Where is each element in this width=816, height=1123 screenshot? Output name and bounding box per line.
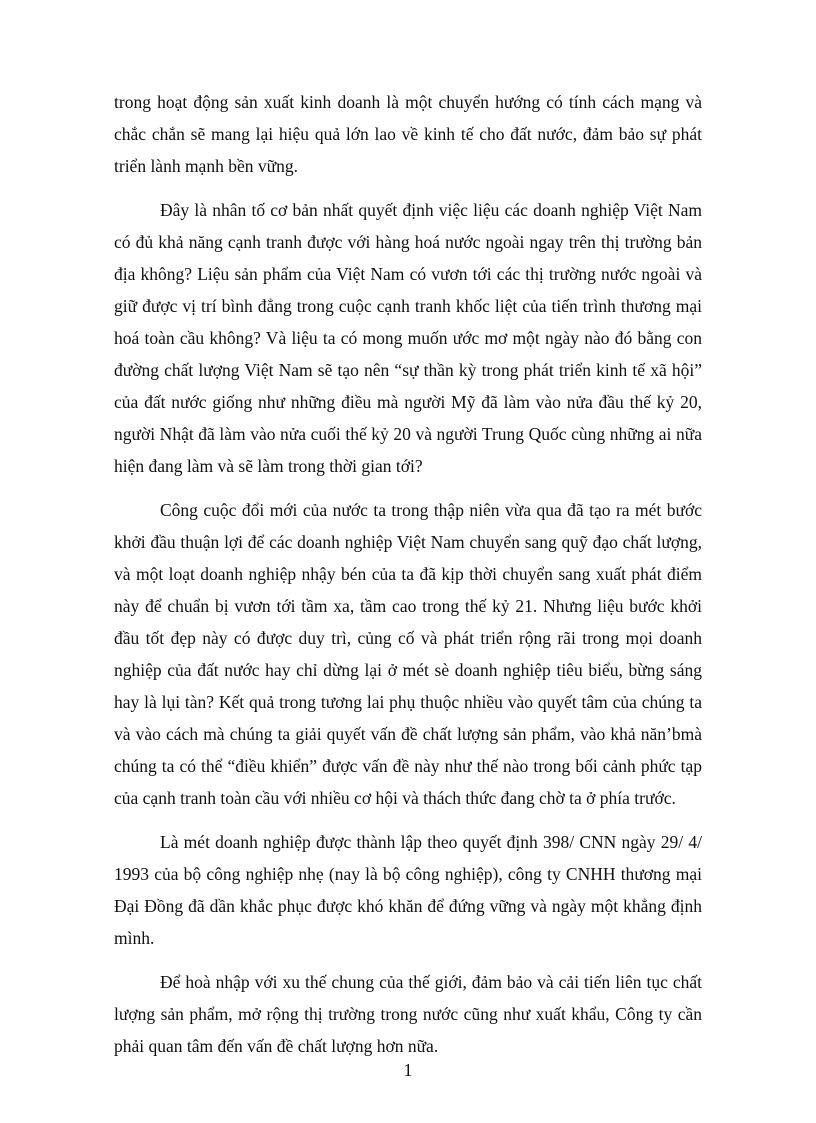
paragraph-1 <box>114 86 702 182</box>
text-line: chúng ta có thể “điều khiển” được vấn đề này như thế nào trong bối cảnh phức tạp <box>114 756 702 776</box>
text-line: địa không? Liệu sản phẩm của Việt Nam có vươn tới các thị trường nước ngoài và <box>114 264 702 284</box>
text-line: 1993 của bộ công nghiệp nhẹ (nay là bộ công nghiệp), công ty CNHH thương mại <box>114 864 702 884</box>
text-line: trong hoạt động sản xuất kinh doanh là một chuyển hướng có tính cách mạng và <box>114 92 702 112</box>
text-line: có đủ khả năng cạnh tranh được với hàng hoá nước ngoài ngay trên thị trường bản <box>114 232 702 252</box>
text-line: đầu tốt đẹp này có được duy trì, củng cố và phát triển rộng rãi trong mọi doanh <box>114 628 702 648</box>
text-line: hiện đang làm và sẽ làm trong thời gian tới? <box>114 456 423 476</box>
text-line: Để hoà nhập với xu thế chung của thế giới, đảm bảo và cải tiến liên tục chất <box>160 972 702 992</box>
text-line: Đại Đồng đã dần khắc phục được khó khăn để đứng vững và ngày một khẳng định <box>114 896 702 916</box>
text-line: và vào cách mà chúng ta giải quyết vấn đề chất lượng sản phẩm, vào khả năn’bmà <box>114 724 702 744</box>
text-line: Công cuộc đổi mới của nước ta trong thập niên vừa qua đã tạo ra mét bước <box>160 500 702 520</box>
paragraph-4 <box>114 826 702 954</box>
text-line: hay là lụi tàn? Kết quả trong tương lai phụ thuộc nhiều vào quyết tâm của chúng ta <box>114 692 702 712</box>
text-line: triển lành mạnh bền vững. <box>114 156 298 176</box>
text-line: Đây là nhân tố cơ bản nhất quyết định việc liệu các doanh nghiệp Việt Nam <box>160 200 702 220</box>
text-line: phải quan tâm đến vấn đề chất lượng hơn nữa. <box>114 1036 439 1056</box>
text-line: lượng sản phẩm, mở rộng thị trường trong nước cũng như xuất khẩu, Công ty cần <box>114 1004 702 1024</box>
text-line: và một loạt doanh nghiệp nhậy bén của ta đã kịp thời chuyển sang xuất phát điểm <box>114 564 702 584</box>
paragraph-5 <box>114 966 702 1062</box>
document-page <box>114 86 702 1062</box>
text-line: mình. <box>114 928 155 948</box>
text-line: của đất nước giống như những điều mà người Mỹ đã làm vào nửa đầu thế kỷ 20, <box>114 392 702 412</box>
text-line: hoá toàn cầu không? Và liệu ta có mong muốn ước mơ một ngày nào đó bằng con <box>114 328 702 348</box>
text-line: của cạnh tranh toàn cầu với nhiều cơ hội và thách thức đang chờ ta ở phía trước. <box>114 788 676 808</box>
text-line: Là mét doanh nghiệp được thành lập theo quyết định 398/ CNN ngày 29/ 4/ <box>160 832 702 852</box>
text-line: giữ được vị trí bình đẳng trong cuộc cạnh tranh khốc liệt của tiến trình thương mại <box>114 296 702 316</box>
text-line: chắc chắn sẽ mang lại hiệu quả lớn lao về kinh tế cho đất nước, đảm bảo sự phát <box>114 124 702 144</box>
text-line: nghiệp của đất nước hay chỉ dừng lại ở mét sè doanh nghiệp tiêu biểu, bừng sáng <box>114 660 702 680</box>
text-line: này để chuẩn bị vươn tới tầm xa, tầm cao trong thế kỷ 21. Nhưng liệu bước khởi <box>114 596 702 616</box>
text-line: khởi đầu thuận lợi để các doanh nghiệp Việt Nam chuyển sang quỹ đạo chất lượng, <box>114 532 702 552</box>
text-line: đường chất lượng Việt Nam sẽ tạo nên “sự thần kỳ trong phát triển kinh tế xã hội” <box>114 360 702 380</box>
text-line: người Nhật đã làm vào nửa cuối thế kỷ 20 và người Trung Quốc cùng những ai nữa <box>114 424 702 444</box>
page-number: 1 <box>403 1060 413 1080</box>
paragraph-3 <box>114 494 702 814</box>
paragraph-2 <box>114 194 702 482</box>
